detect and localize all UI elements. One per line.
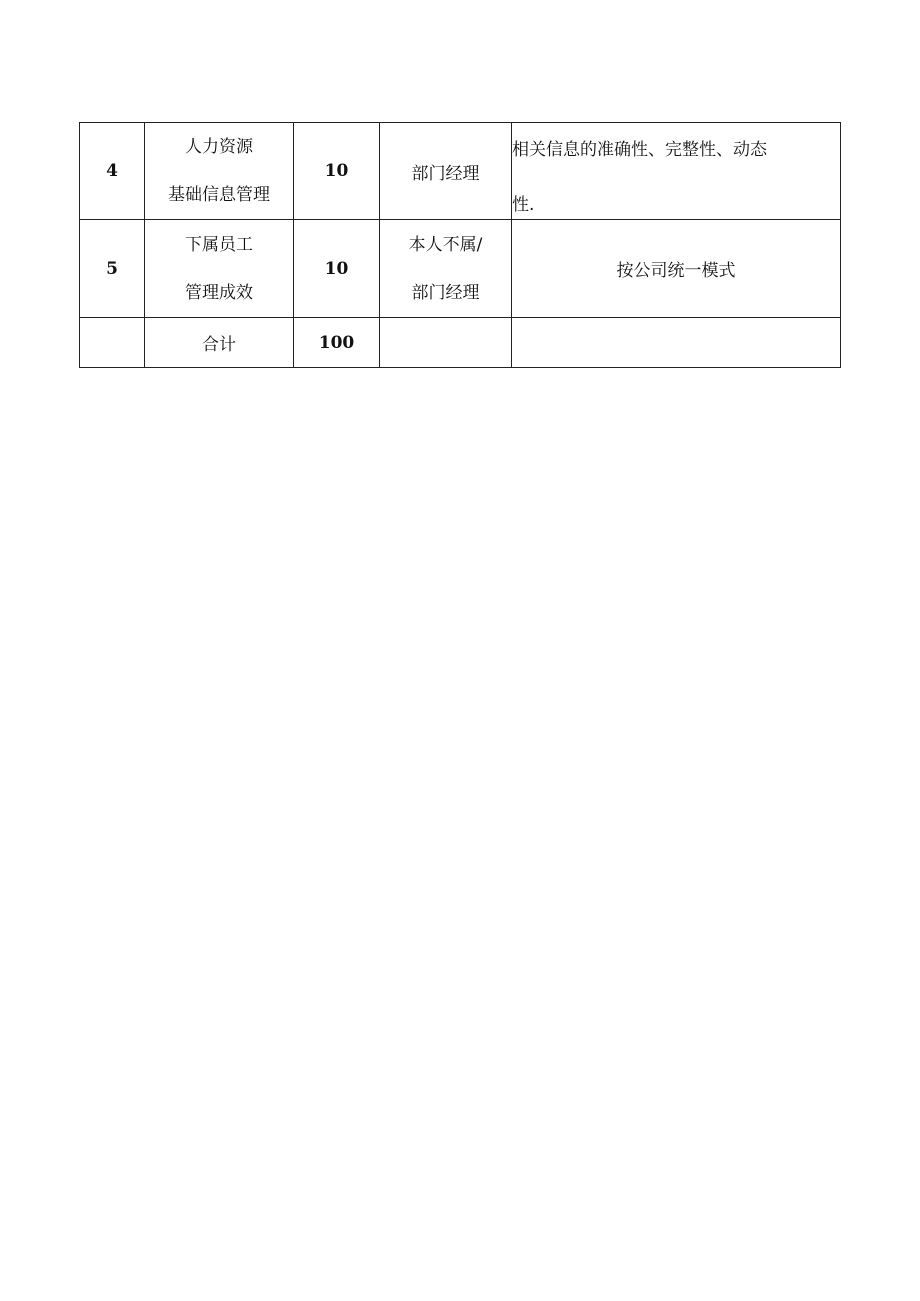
item-line: 人力资源	[185, 137, 253, 157]
row-index: 5	[80, 220, 145, 318]
assessor-cell: 部门经理	[380, 123, 512, 220]
weight-cell: 10	[294, 123, 380, 220]
assessor-cell	[380, 220, 512, 318]
criteria-cell	[512, 318, 841, 368]
assessor-line: 本人不属/	[408, 234, 483, 255]
criteria-line: 相关信息的准确性、完整性、动态	[512, 140, 767, 160]
criteria-line: 性.	[512, 195, 535, 215]
criteria-cell: 按公司统一模式	[512, 220, 841, 318]
assessor-line: 部门经理	[411, 282, 480, 303]
table-row-total	[80, 318, 841, 368]
row-index	[80, 318, 145, 368]
table-row	[80, 123, 841, 220]
item-cell	[145, 123, 294, 220]
item-line: 管理成效	[185, 282, 253, 303]
total-label: 合计	[145, 318, 294, 368]
assessment-table	[79, 122, 841, 368]
criteria-cell	[512, 123, 841, 220]
item-cell	[145, 220, 294, 318]
row-index: 4	[80, 123, 145, 220]
item-line: 基础信息管理	[168, 185, 270, 205]
table-row	[80, 220, 841, 318]
assessor-cell	[380, 318, 512, 368]
weight-cell: 10	[294, 220, 380, 318]
total-weight: 100	[294, 318, 380, 368]
item-line: 下属员工	[185, 234, 253, 255]
